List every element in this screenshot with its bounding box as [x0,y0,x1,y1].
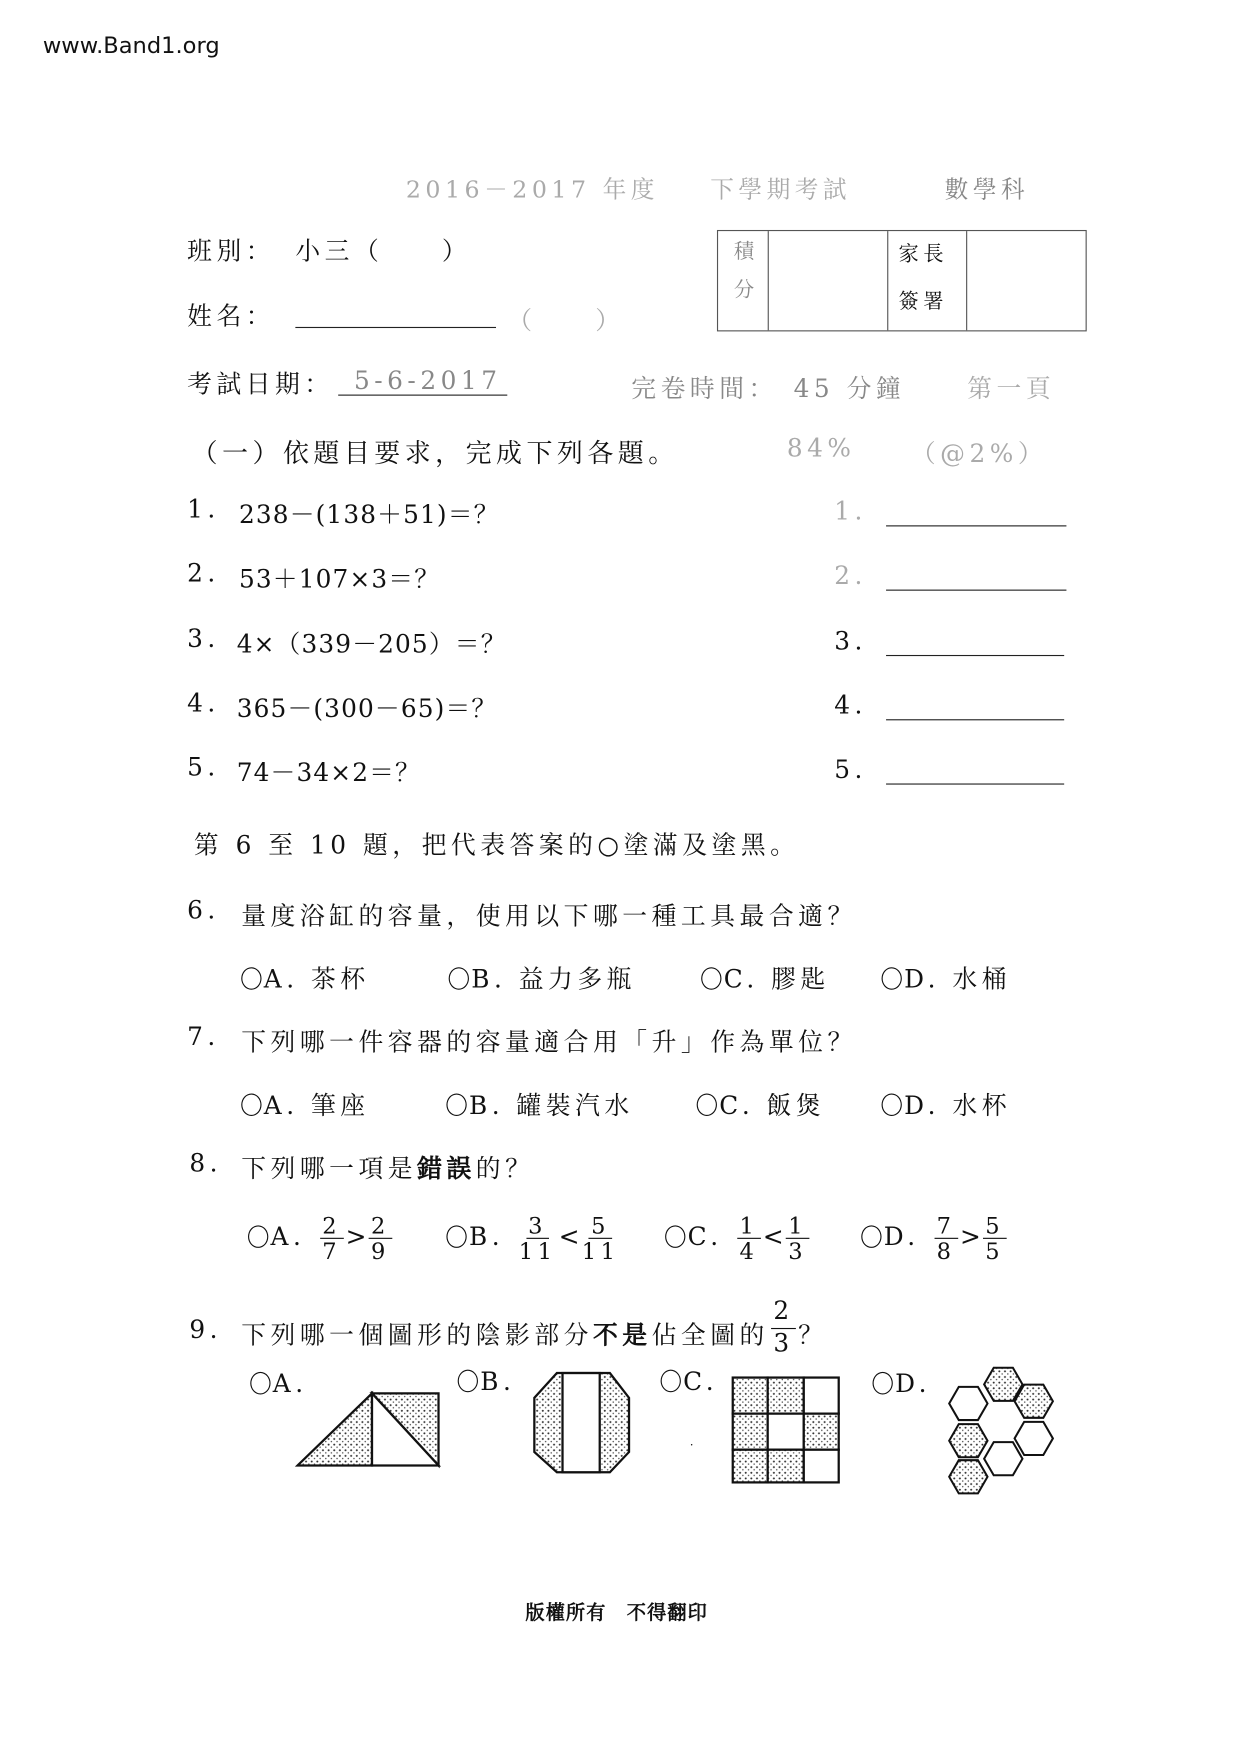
hexagon [1015,1385,1053,1418]
answer-number: 3. [834,627,867,657]
q-number: 1. [187,496,220,525]
option-label: D. 水桶 [904,966,1012,995]
option-label: A. [270,1223,306,1252]
page-number: 第一頁 [967,375,1056,404]
option-label: C. [683,1368,719,1397]
hexagon [949,1387,987,1420]
name-label: 姓名： [187,303,276,332]
fraction: $\frac{2}{3}$ [771,1296,796,1360]
section-each: （@2%） [910,440,1048,469]
name-paren: （ ） [507,307,625,336]
option-label: A. 茶杯 [263,966,370,995]
q8-option-a[interactable]: A. $\frac{2}{7}$ > $\frac{2}{9}$ [248,1213,394,1264]
fraction: $\frac{2}{9}$ [369,1213,392,1264]
option-label: B. 益力多瓶 [471,966,636,995]
q-number: 5. [187,754,220,783]
q-text: 74－34×2＝？ [236,759,421,788]
q8-option-d[interactable]: D. $\frac{7}{8}$ > $\frac{5}{5}$ [861,1213,1008,1264]
class-label: 班別： [187,237,276,267]
header-subject: 數學科 [944,175,1030,203]
watermark: www.Band1.org [42,31,220,59]
section-percent: 84% [786,435,856,464]
hexagon [949,1424,987,1457]
section-title: （一）依題目要求，完成下列各題。 [191,439,679,469]
q-number: 4. [187,689,220,719]
q-number: 2. [187,560,220,589]
fraction: $\frac{1}{4}$ [737,1213,760,1264]
option-label: B. 罐裝汽水 [468,1092,634,1121]
q8-option-c[interactable]: C. $\frac{1}{4}$ < $\frac{1}{3}$ [665,1213,811,1264]
q7-number: 7. [187,1023,220,1052]
q9-number: 9. [189,1316,223,1345]
svg-text:·: · [689,1438,694,1452]
option-label: D. [895,1370,931,1399]
instruction: 第 6 至 10 題，把代表答案的○塗滿及塗黑。 [193,831,800,861]
fraction: $\frac{5}{11}$ [581,1211,620,1265]
option-label: C. [687,1223,723,1252]
answer-number: 2. [834,562,867,591]
fraction: $\frac{5}{5}$ [983,1213,1006,1264]
hexagon [1015,1422,1053,1455]
q7-text: 下列哪一件容器的容量適合用「升」作為單位？ [241,1029,857,1058]
footer-copyright: 版權所有 不得翻印 [525,1601,708,1625]
fraction: $\frac{7}{8}$ [934,1213,957,1264]
time-label: 完卷時間： [631,375,778,404]
q8-text: 下列哪一項是錯誤的？ [241,1154,535,1184]
option-label: C. 飯煲 [719,1092,826,1121]
q9-text: 下列哪一個圖形的陰影部分 不是 佔全圖的 $\frac{2}{3}$ ？ [241,1296,827,1360]
header-year: 2016－2017 年度 [405,175,659,203]
date-value: 5-6-2017 [353,367,502,396]
parent-label-2: 簽署 [898,289,949,314]
figure-b-octagon [534,1373,629,1472]
q-text: 4×（339－205）＝？ [236,631,507,660]
hexagon [949,1460,987,1493]
option-label: C. 膠匙 [723,966,830,995]
q-number: 3. [187,625,220,654]
option-label: A. [272,1370,308,1399]
q-text: 365－(300－65)＝？ [236,695,498,724]
score-label: 積分 [730,240,755,317]
q-text: 238－(138＋51)＝？ [238,501,500,530]
date-label: 考試日期： [187,370,334,400]
option-label: B. [480,1368,516,1397]
answer-number: 5. [834,756,867,785]
q6-text: 量度浴缸的容量，使用以下哪一種工具最合適？ [241,902,857,932]
answer-number: 4. [834,692,867,721]
option-label: D. [883,1223,920,1252]
figure-d-hexagons [949,1368,1053,1494]
fraction: $\frac{3}{11}$ [518,1211,557,1265]
header-exam: 下學期考試 [710,175,852,203]
option-label: A. 筆座 [263,1092,370,1121]
option-label: B. [468,1223,505,1252]
answer-number: 1. [834,498,867,527]
option-label: D. 水杯 [904,1092,1012,1121]
q-text: 53＋107×3＝？ [238,565,441,595]
q8-option-b[interactable]: B. $\frac{3}{11}$ < $\frac{5}{11}$ [446,1213,621,1264]
hexagon [984,1442,1022,1475]
figure-c-grid [733,1378,839,1483]
figure-a-triangles [298,1393,439,1465]
fraction: $\frac{2}{7}$ [320,1213,343,1264]
q8-number: 8. [189,1149,223,1179]
class-value: 小三（ ） [295,237,472,267]
q6-number: 6. [187,897,220,926]
fraction: $\frac{1}{3}$ [786,1213,809,1264]
parent-label-1: 家長 [898,242,949,267]
time-value: 45 分鐘 [793,375,906,404]
